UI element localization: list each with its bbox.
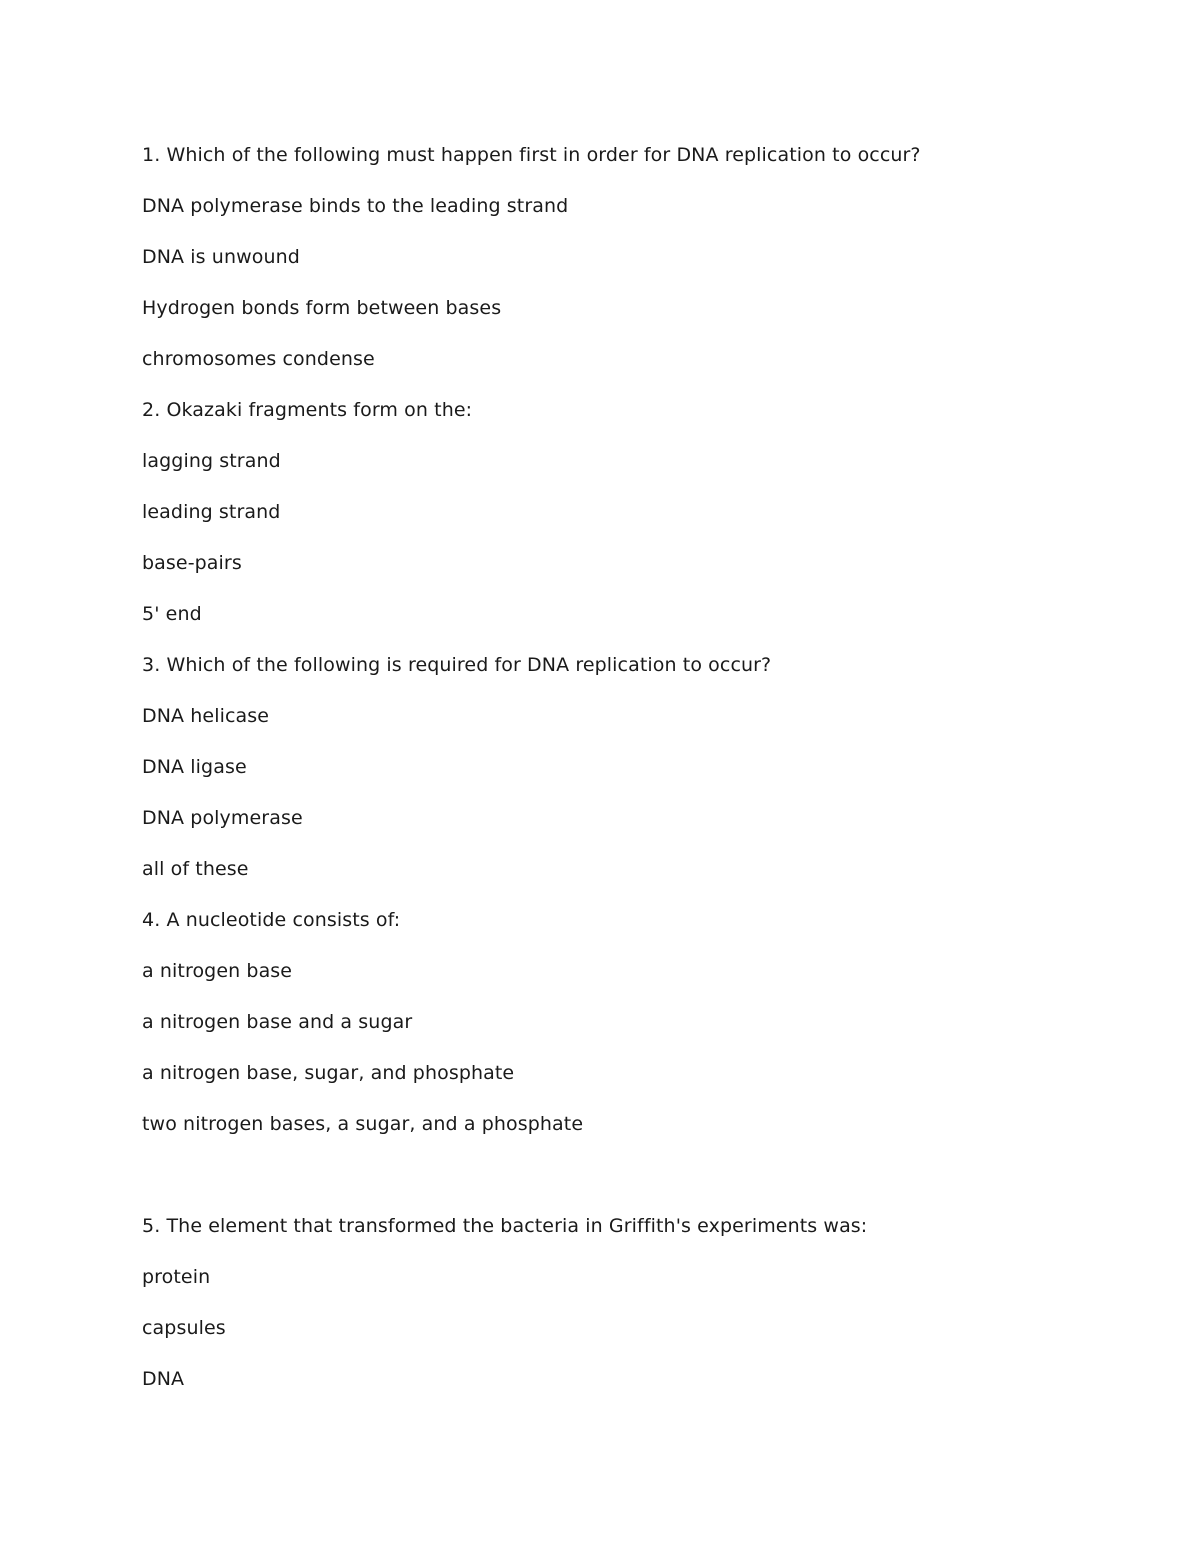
question-4-option-c: a nitrogen base, sugar, and phosphate — [142, 1062, 515, 1084]
question-5-prompt: 5. The element that transformed the bacteria in Griffith's experiments was: — [142, 1215, 868, 1237]
question-5-option-c: DNA — [142, 1368, 185, 1390]
question-3-option-c: DNA polymerase — [142, 807, 303, 829]
question-2-option-b: leading strand — [142, 501, 281, 523]
question-4-option-b: a nitrogen base and a sugar — [142, 1011, 413, 1033]
question-1-option-b: DNA is unwound — [142, 246, 300, 268]
question-3-prompt: 3. Which of the following is required for DNA replication to occur? — [142, 654, 772, 676]
question-1-option-a: DNA polymerase binds to the leading strand — [142, 195, 569, 217]
question-2-option-c: base-pairs — [142, 552, 242, 574]
question-2-option-a: lagging strand — [142, 450, 281, 472]
question-1-prompt: 1. Which of the following must happen first in order for DNA replication to occur? — [142, 144, 921, 166]
blank-line — [142, 1162, 1142, 1213]
question-3-option-d: all of these — [142, 858, 249, 880]
question-2-option-d: 5' end — [142, 603, 202, 625]
question-2-prompt: 2. Okazaki fragments form on the: — [142, 399, 473, 421]
question-4-option-d: two nitrogen bases, a sugar, and a phosphate — [142, 1113, 584, 1135]
question-1-option-d: chromosomes condense — [142, 348, 375, 370]
question-5-option-a: protein — [142, 1266, 211, 1288]
question-3-option-b: DNA ligase — [142, 756, 247, 778]
question-4-prompt: 4. A nucleotide consists of: — [142, 909, 401, 931]
question-1-option-c: Hydrogen bonds form between bases — [142, 297, 502, 319]
question-4-option-a: a nitrogen base — [142, 960, 293, 982]
question-3-option-a: DNA helicase — [142, 705, 270, 727]
quiz-content — [142, 142, 1142, 1417]
question-5-option-b: capsules — [142, 1317, 226, 1339]
